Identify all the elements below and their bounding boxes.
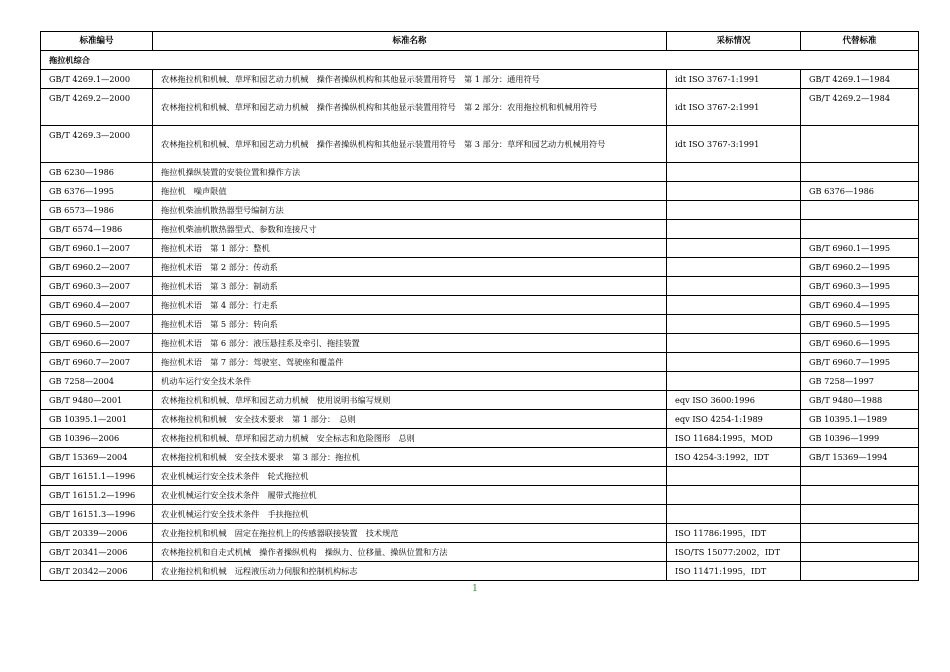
cell-adoption: [667, 220, 801, 239]
cell-code: GB/T 6960.7—2007: [41, 353, 153, 372]
cell-name: 拖拉机术语 第 7 部分：驾驶室、驾驶座和覆盖件: [153, 353, 667, 372]
cell-replaces: [801, 562, 919, 581]
cell-code: GB/T 4269.1—2000: [41, 70, 153, 89]
cell-code: GB/T 6960.2—2007: [41, 258, 153, 277]
cell-code: GB/T 6960.3—2007: [41, 277, 153, 296]
cell-code: GB/T 15369—2004: [41, 448, 153, 467]
cell-adoption: ISO 11684:1995，MOD: [667, 429, 801, 448]
cell-adoption: [667, 296, 801, 315]
cell-replaces: GB/T 6960.4—1995: [801, 296, 919, 315]
table-row: [41, 258, 919, 277]
header-adoption: 采标情况: [667, 32, 801, 51]
cell-adoption: ISO/TS 15077:2002，IDT: [667, 543, 801, 562]
table-row: [41, 163, 919, 182]
table-row: [41, 220, 919, 239]
cell-name: 农林拖拉机和机械、草坪和园艺动力机械 使用说明书编写规则: [153, 391, 667, 410]
cell-name: 农林拖拉机和机械、草坪和园艺动力机械 安全标志和危险图形 总则: [153, 429, 667, 448]
cell-adoption: ISO 11471:1995，IDT: [667, 562, 801, 581]
cell-replaces: [801, 543, 919, 562]
cell-replaces: GB/T 6960.7—1995: [801, 353, 919, 372]
cell-name: 农业机械运行安全技术条件 手扶拖拉机: [153, 505, 667, 524]
cell-replaces: [801, 163, 919, 182]
table-row: [41, 89, 919, 126]
cell-replaces: GB/T 6960.3—1995: [801, 277, 919, 296]
cell-replaces: GB/T 6960.2—1995: [801, 258, 919, 277]
cell-replaces: [801, 467, 919, 486]
cell-code: GB/T 4269.2—2000: [41, 89, 153, 126]
cell-replaces: [801, 201, 919, 220]
table-row: [41, 277, 919, 296]
cell-name: 农林拖拉机和机械、草坪和园艺动力机械 操作者操纵机构和其他显示装置用符号 第 1 部分：通用符号: [153, 70, 667, 89]
cell-replaces: GB/T 4269.2—1984: [801, 89, 919, 126]
cell-name: 农林拖拉机和机械 安全技术要求 第 1 部分： 总则: [153, 410, 667, 429]
cell-name: 拖拉机术语 第 5 部分：转向系: [153, 315, 667, 334]
page-number: 1: [472, 584, 478, 594]
cell-name: 拖拉机术语 第 2 部分：传动系: [153, 258, 667, 277]
cell-code: GB/T 6960.4—2007: [41, 296, 153, 315]
cell-replaces: GB/T 6960.1—1995: [801, 239, 919, 258]
cell-code: GB/T 4269.3—2000: [41, 126, 153, 163]
cell-name: 农业机械运行安全技术条件 履带式拖拉机: [153, 486, 667, 505]
cell-name: 农林拖拉机和机械、草坪和园艺动力机械 操作者操纵机构和其他显示装置用符号 第 3 部分：草坪和园艺动力机械用符号: [153, 126, 667, 163]
table-row: [41, 353, 919, 372]
cell-code: GB 7258—2004: [41, 372, 153, 391]
cell-adoption: [667, 239, 801, 258]
cell-code: GB 10395.1—2001: [41, 410, 153, 429]
cell-name: 农业拖拉机和机械 远程液压动力伺服和控制机构标志: [153, 562, 667, 581]
cell-adoption: idt ISO 3767-2:1991: [667, 89, 801, 126]
cell-adoption: [667, 467, 801, 486]
cell-name: 拖拉机术语 第 1 部分：整机: [153, 239, 667, 258]
cell-code: GB 6376—1995: [41, 182, 153, 201]
cell-code: GB/T 16151.2—1996: [41, 486, 153, 505]
cell-replaces: GB 6376—1986: [801, 182, 919, 201]
cell-name: 农业机械运行安全技术条件 轮式拖拉机: [153, 467, 667, 486]
standards-table: [40, 31, 919, 581]
cell-name: 拖拉机 噪声限值: [153, 182, 667, 201]
cell-code: GB 6573—1986: [41, 201, 153, 220]
cell-replaces: [801, 505, 919, 524]
cell-code: GB 6230—1986: [41, 163, 153, 182]
cell-name: 农林拖拉机和机械 安全技术要求 第 3 部分：拖拉机: [153, 448, 667, 467]
cell-adoption: [667, 258, 801, 277]
cell-name: 农业拖拉机和机械 固定在拖拉机上的传感器联接装置 技术规范: [153, 524, 667, 543]
cell-adoption: [667, 505, 801, 524]
cell-replaces: [801, 220, 919, 239]
header-code: 标准编号: [41, 32, 153, 51]
cell-adoption: ISO 4254-3:1992，IDT: [667, 448, 801, 467]
table-row: [41, 410, 919, 429]
table-row: [41, 201, 919, 220]
cell-replaces: GB/T 15369—1994: [801, 448, 919, 467]
cell-name: 拖拉机操纵装置的安装位置和操作方法: [153, 163, 667, 182]
cell-adoption: [667, 163, 801, 182]
cell-name: 农林拖拉机和自走式机械 操作者操纵机构 操纵力、位移量、操纵位置和方法: [153, 543, 667, 562]
cell-replaces: GB 10396—1999: [801, 429, 919, 448]
section-row: [41, 51, 919, 70]
cell-replaces: [801, 486, 919, 505]
cell-code: GB/T 6574—1986: [41, 220, 153, 239]
cell-name: 农林拖拉机和机械、草坪和园艺动力机械 操作者操纵机构和其他显示装置用符号 第 2 部分：农用拖拉机和机械用符号: [153, 89, 667, 126]
table-row: [41, 467, 919, 486]
table-row: [41, 315, 919, 334]
cell-code: GB/T 9480—2001: [41, 391, 153, 410]
table-row: [41, 429, 919, 448]
cell-name: 拖拉机术语 第 4 部分：行走系: [153, 296, 667, 315]
table-row: [41, 70, 919, 89]
table-row: [41, 562, 919, 581]
cell-adoption: idt ISO 3767-3:1991: [667, 126, 801, 163]
cell-code: GB/T 20342—2006: [41, 562, 153, 581]
cell-code: GB/T 6960.6—2007: [41, 334, 153, 353]
table-row: [41, 239, 919, 258]
table-row: [41, 486, 919, 505]
cell-adoption: [667, 334, 801, 353]
cell-code: GB/T 16151.1—1996: [41, 467, 153, 486]
cell-code: GB/T 20339—2006: [41, 524, 153, 543]
table-row: [41, 524, 919, 543]
cell-adoption: eqv ISO 3600:1996: [667, 391, 801, 410]
table-row: [41, 296, 919, 315]
cell-replaces: GB/T 4269.1—1984: [801, 70, 919, 89]
cell-code: GB 10396—2006: [41, 429, 153, 448]
cell-name: 机动车运行安全技术条件: [153, 372, 667, 391]
cell-adoption: [667, 182, 801, 201]
cell-adoption: ISO 11786:1995，IDT: [667, 524, 801, 543]
table-row: [41, 505, 919, 524]
cell-replaces: GB/T 9480—1988: [801, 391, 919, 410]
section-title: 拖拉机综合: [41, 51, 919, 70]
table-row: [41, 182, 919, 201]
cell-name: 拖拉机柴油机散热器型式、参数和连接尺寸: [153, 220, 667, 239]
cell-replaces: [801, 524, 919, 543]
cell-adoption: [667, 201, 801, 220]
cell-code: GB/T 16151.3—1996: [41, 505, 153, 524]
cell-replaces: GB 10395.1—1989: [801, 410, 919, 429]
table-row: [41, 448, 919, 467]
cell-code: GB/T 20341—2006: [41, 543, 153, 562]
cell-replaces: [801, 126, 919, 163]
cell-name: 拖拉机柴油机散热器型号编制方法: [153, 201, 667, 220]
cell-adoption: idt ISO 3767-1:1991: [667, 70, 801, 89]
cell-adoption: eqv ISO 4254-1:1989: [667, 410, 801, 429]
table-header-row: [41, 32, 919, 51]
header-replaces: 代替标准: [801, 32, 919, 51]
table-row: [41, 334, 919, 353]
cell-replaces: GB 7258—1997: [801, 372, 919, 391]
cell-name: 拖拉机术语 第 3 部分：制动系: [153, 277, 667, 296]
cell-name: 拖拉机术语 第 6 部分：液压悬挂系及牵引、拖挂装置: [153, 334, 667, 353]
cell-code: GB/T 6960.1—2007: [41, 239, 153, 258]
cell-adoption: [667, 486, 801, 505]
header-name: 标准名称: [153, 32, 667, 51]
cell-adoption: [667, 315, 801, 334]
table-row: [41, 391, 919, 410]
cell-adoption: [667, 353, 801, 372]
table-row: [41, 543, 919, 562]
cell-replaces: GB/T 6960.5—1995: [801, 315, 919, 334]
cell-adoption: [667, 277, 801, 296]
cell-adoption: [667, 372, 801, 391]
cell-replaces: GB/T 6960.6—1995: [801, 334, 919, 353]
cell-code: GB/T 6960.5—2007: [41, 315, 153, 334]
table-row: [41, 372, 919, 391]
table-row: [41, 126, 919, 163]
